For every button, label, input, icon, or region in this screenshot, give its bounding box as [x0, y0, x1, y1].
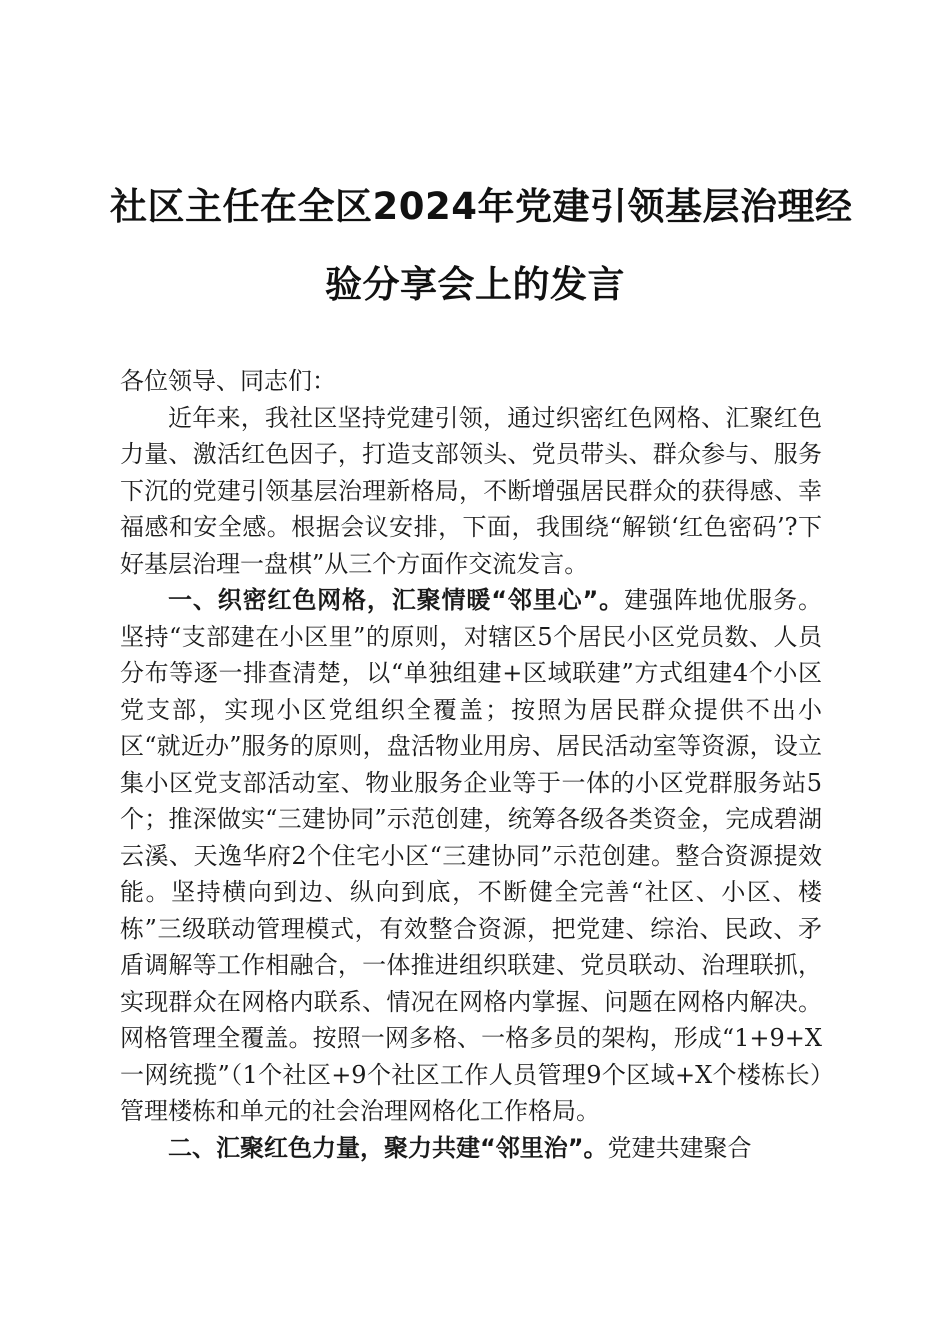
- salutation: 各位领导、同志们：: [120, 367, 336, 395]
- section-1-heading: 一、织密红色网格，汇聚情暖“邻里心”。: [168, 586, 624, 614]
- document-title: [110, 168, 853, 324]
- section-2-paragraph: [120, 1130, 822, 1167]
- section-1-paragraph: [120, 582, 822, 1130]
- document-body: [120, 363, 822, 1166]
- title-line-2: 验分享会上的发言: [325, 263, 625, 306]
- title-line-1: 社区主任在全区2024年党建引领基层治理经: [110, 185, 853, 228]
- section-1-body: 建强阵地优服务。坚持“支部建在小区里”的原则，对辖区5个居民小区党员数、人员分布等逐一排查清楚，以“单独组建+区域联建”方式组建4个小区党支部，实现小区党组织全覆盖；按照为居民群众提供不出小区“就近办”服务的原则，盘活物业用房、居民活动室等资源，设立集小区党支部活动室、物业服务企业等于一体的小区党群服务站5个；推深做实“三建协同”示范创建，统筹各级各类资金，完成碧湖云溪、天逸华府2个住宅小区“三建协同”示范创建。整合资源提效能。坚持横向到边、纵向到底，不断健全完善“社区、小区、楼栋”三级联动管理模式，有效整合资源，把党建、综治、民政、矛盾调解等工作相融合，一体推进组织联建、党员联动、治理联抓，实现群众在网格内联系、情况在网格内掌握、问题在网格内解决。网格管理全覆盖。按照一网多格、一格多员的架构，形成“1+9+X一网统揽”（1个社区+9个社区工作人员管理9个区域+X个楼栋长）管理楼栋和单元的社会治理网格化工作格局。: [120, 586, 823, 1125]
- section-2-body: 党建共建聚合: [607, 1133, 752, 1162]
- section-2-heading: 二、汇聚红色力量，聚力共建“邻里治”。: [168, 1133, 608, 1162]
- intro-paragraph: 近年来，我社区坚持党建引领，通过织密红色网格、汇聚红色力量、激活红色因子，打造支部领头、党员带头、群众参与、服务下沉的党建引领基层治理新格局，不断增强居民群众的获得感、幸福感和安全感。根据会议安排，下面，我围绕“解锁‘红色密码’?下好基层治理一盘棋”从三个方面作交流发言。: [120, 403, 822, 578]
